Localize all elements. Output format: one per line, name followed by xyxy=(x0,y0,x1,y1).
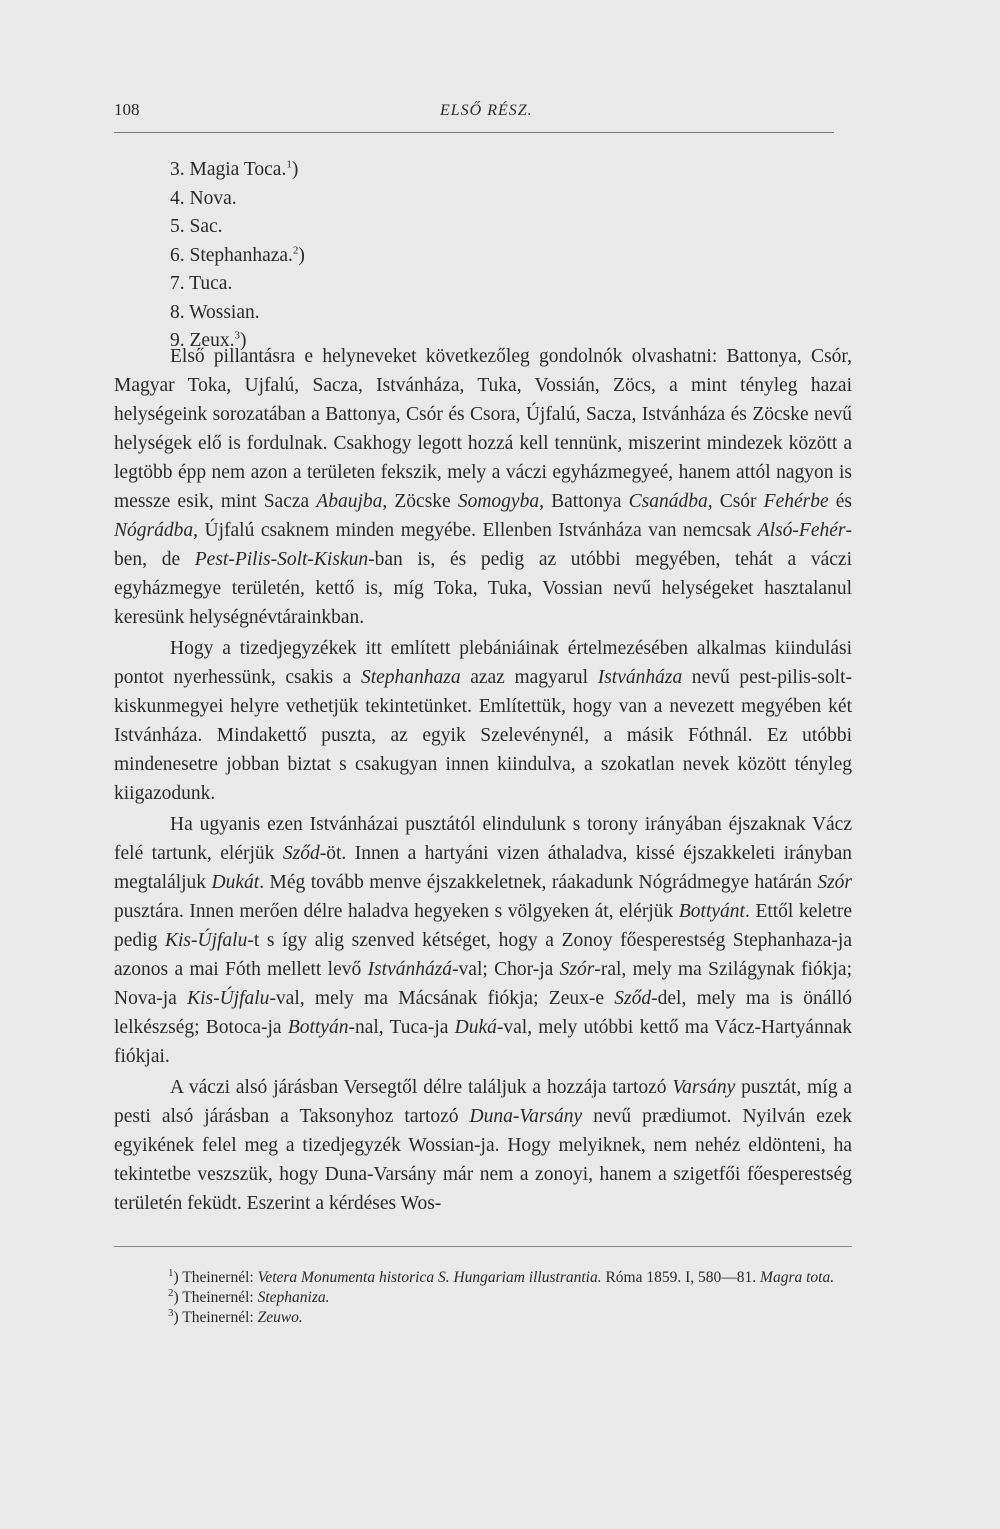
italic-text: Vetera Monumenta historica S. Hungariam illustrantia. xyxy=(257,1269,602,1286)
italic-text: Sződ xyxy=(614,988,652,1009)
footnote xyxy=(114,1288,854,1308)
paragraph-text: nevű pest-pilis-solt-kiskunmegyei helyre vethetjük tekintetünket. Említettük, hogy van a nevezett megyében két Istvánháza. Mindakettő puszta, az egyik Szelevénynél, a másik Fóthnál. Ez utóbbi mindenesetre jobban biztat s csakugyan innen kiindulva, a szokatlan nevek között tényleg kiigazodunk. xyxy=(114,667,852,804)
list-item-number: 8. xyxy=(170,301,185,323)
paragraph-text: . Ettől keletre pedig xyxy=(114,901,852,951)
paragraph-text: -t s így alig szenved kétséget, hogy a Zonoy főesperestség Stephanhaza-ja azonos a mai Fóth mellett levő xyxy=(114,930,852,980)
paragraph xyxy=(114,1073,852,1218)
footnote-rule xyxy=(114,1246,852,1247)
paragraph-text: , Újfalú csaknem minden megyébe. Ellenben Istvánháza van nemcsak xyxy=(193,520,758,541)
footnotes xyxy=(114,1268,854,1328)
header-rule xyxy=(114,132,834,133)
list-item-number: 3. xyxy=(170,159,185,180)
list-item xyxy=(170,242,305,271)
running-title: ELSŐ RÉSZ. xyxy=(440,102,533,119)
italic-text: Szór xyxy=(559,959,595,980)
paragraph-text: -öt. Innen a hartyáni vizen áthaladva, kissé éjszakkeleti irányban megtaláljuk xyxy=(114,843,852,893)
paragraph-text: Hogy a tizedjegyzékek itt említett plebániáinak értelmezésében alkalmas kiindulási pontot nyerhessünk, csakis a xyxy=(114,638,852,688)
footnote-paren: ) xyxy=(298,244,305,266)
page-number: 108 xyxy=(114,100,140,119)
paragraph-text: , Zöcske xyxy=(382,491,458,512)
list-item-number: 7. xyxy=(170,273,185,294)
footnote xyxy=(114,1268,854,1288)
paragraph-text: -ben, de xyxy=(114,520,852,570)
footnote-paren: ) xyxy=(239,330,247,351)
paragraph-text: -del, mely ma is önálló lelkészség; Botoca-ja xyxy=(114,988,852,1038)
list-item-name: Magia Toca. xyxy=(189,159,287,180)
list-item-number: 9. xyxy=(170,330,185,351)
footnote-number: 3 xyxy=(168,1306,174,1319)
italic-text: Duna-Varsány xyxy=(469,1106,583,1127)
italic-text: Sződ xyxy=(282,843,320,864)
italic-text: Stephanhaza xyxy=(360,667,461,688)
paragraph-text: -ban is, és pedig az utóbbi megyében, tehát a váczi egyházmegye területén, kettő is, míg Toka, Tuka, Vossian nevű helységeket hasztalanul keresünk helységnévtárainkban. xyxy=(114,549,852,628)
footnote-text: ) Theinernél: xyxy=(173,1289,258,1306)
paragraph-text: -ral, mely ma Szilágynak fiókja; Nova-ja xyxy=(114,959,852,1009)
footnote-number: 2 xyxy=(168,1286,174,1299)
paragraph xyxy=(114,634,852,808)
footnote-text: ) Theinernél: xyxy=(173,1309,258,1326)
italic-text: Pest-Pilis-Solt-Kiskun xyxy=(194,549,369,570)
list-item xyxy=(170,185,305,214)
place-name-list xyxy=(170,156,305,356)
body-text xyxy=(114,342,852,1218)
italic-text: Szór xyxy=(817,872,852,893)
footnote-text: ) Theinernél: xyxy=(173,1269,258,1286)
footnote-marker: 3 xyxy=(234,329,240,342)
paragraph-text: és xyxy=(828,491,852,512)
italic-text: Kis-Újfalu xyxy=(165,930,248,951)
italic-text: Varsány xyxy=(672,1077,736,1098)
italic-text: Zeuwo. xyxy=(257,1309,303,1326)
italic-text: Stephaniza. xyxy=(257,1289,330,1306)
paragraph xyxy=(114,810,852,1071)
italic-text: Nógrádba xyxy=(114,520,194,541)
list-item-name: Zeux. xyxy=(189,330,235,351)
list-item xyxy=(170,299,305,328)
paragraph-text: pusztát, míg a pesti alsó járásban a Taksonyhoz tartozó xyxy=(114,1077,852,1127)
list-item xyxy=(170,270,305,299)
paragraph-text: -val, mely utóbbi kettő ma Vácz-Hartyánnak fiókjai. xyxy=(114,1017,852,1067)
italic-text: Istvánházá xyxy=(367,959,453,980)
paragraph-text: -val; Chor-ja xyxy=(452,959,560,980)
paragraph xyxy=(114,342,852,632)
list-item-name: Wossian. xyxy=(189,301,260,323)
italic-text: Fehérbe xyxy=(763,491,829,512)
italic-text: Bottyánt xyxy=(678,901,745,922)
italic-text: Istvánháza xyxy=(597,667,683,688)
paragraph-text: azaz magyarul xyxy=(460,667,598,688)
italic-text: Somogyba xyxy=(457,491,540,512)
italic-text: Alsó-Fehér xyxy=(757,520,846,541)
list-item-number: 5. xyxy=(170,216,185,237)
list-item-name: Stephanhaza. xyxy=(189,244,293,266)
list-item-name: Sac. xyxy=(189,216,223,237)
italic-text: Dukát xyxy=(211,872,260,893)
paragraph-text: pusztára. Innen merően délre haladva hegyeken s völgyeken át, elérjük xyxy=(114,901,679,922)
paragraph-text: A váczi alsó járásban Versegtől délre találjuk a hozzája tartozó xyxy=(170,1077,673,1098)
italic-text: Csanádba xyxy=(628,491,708,512)
footnote xyxy=(114,1308,854,1328)
list-item-name: Tuca. xyxy=(189,273,233,294)
italic-text: Kis-Újfalu xyxy=(187,988,270,1009)
footnote-text: Róma 1859. I, 580—81. xyxy=(601,1269,761,1286)
paragraph-text: Első pillantásra e helyneveket következőleg gondolnók olvashatni: Battonya, Csór, Magyar Toka, Ujfalú, Sacza, Istvánháza, Tuka, Vossián, Zöcs, a mint tényleg hazai helységeink sorozatában a Battonya, Csór és Csora, Újfalú, Sacza, Istvánháza és Zöcske nevű helységek elő is fordulnak. Csakhogy legott hozzá kell tennünk, miszerint mindezek között a legtöbb épp nem azon a területen fekszik, mely a váczi egyházmegyeé, hanem attól nagyon is messze esik, mint Sacza xyxy=(114,346,852,512)
footnote-marker: 1 xyxy=(286,158,292,171)
list-item xyxy=(170,213,305,242)
italic-text: Duká xyxy=(454,1017,497,1038)
italic-text: Abaujba xyxy=(316,491,383,512)
list-item-name: Nova. xyxy=(189,187,237,209)
paragraph-text: -val, mely ma Mácsának fiókja; Zeux-e xyxy=(269,988,615,1009)
paragraph-text: Ha ugyanis ezen Istvánházai pusztától elindulunk s torony irányában éjszaknak Vácz felé tartunk, elérjük xyxy=(114,814,852,864)
list-item-number: 4. xyxy=(170,187,185,209)
list-item-number: 6. xyxy=(170,244,185,266)
paragraph-text: , Battonya xyxy=(539,491,629,512)
footnote-paren: ) xyxy=(291,159,299,180)
page-header xyxy=(114,96,834,136)
paragraph-text: nevű prædiumot. Nyilván ezek egyikének felel meg a tizedjegyzék Wossian-ja. Hogy melyiknek, nem nehéz eldönteni, ha tekintetbe veszszük, hogy Duna-Varsány már nem a zonoyi, hanem a szigetfői főesperestség területén feküdt. Eszerint a kérdéses Wos- xyxy=(114,1106,852,1214)
italic-text: Magra tota. xyxy=(760,1269,835,1286)
list-item xyxy=(170,156,305,185)
italic-text: Bottyán xyxy=(287,1017,349,1038)
footnote-number: 1 xyxy=(168,1266,174,1279)
paragraph-text: , Csór xyxy=(707,491,764,512)
paragraph-text: -nal, Tuca-ja xyxy=(348,1017,455,1038)
paragraph-text: . Még tovább menve éjszakkeletnek, ráakadunk Nógrádmegye határán xyxy=(259,872,818,893)
footnote-marker: 2 xyxy=(292,244,299,256)
